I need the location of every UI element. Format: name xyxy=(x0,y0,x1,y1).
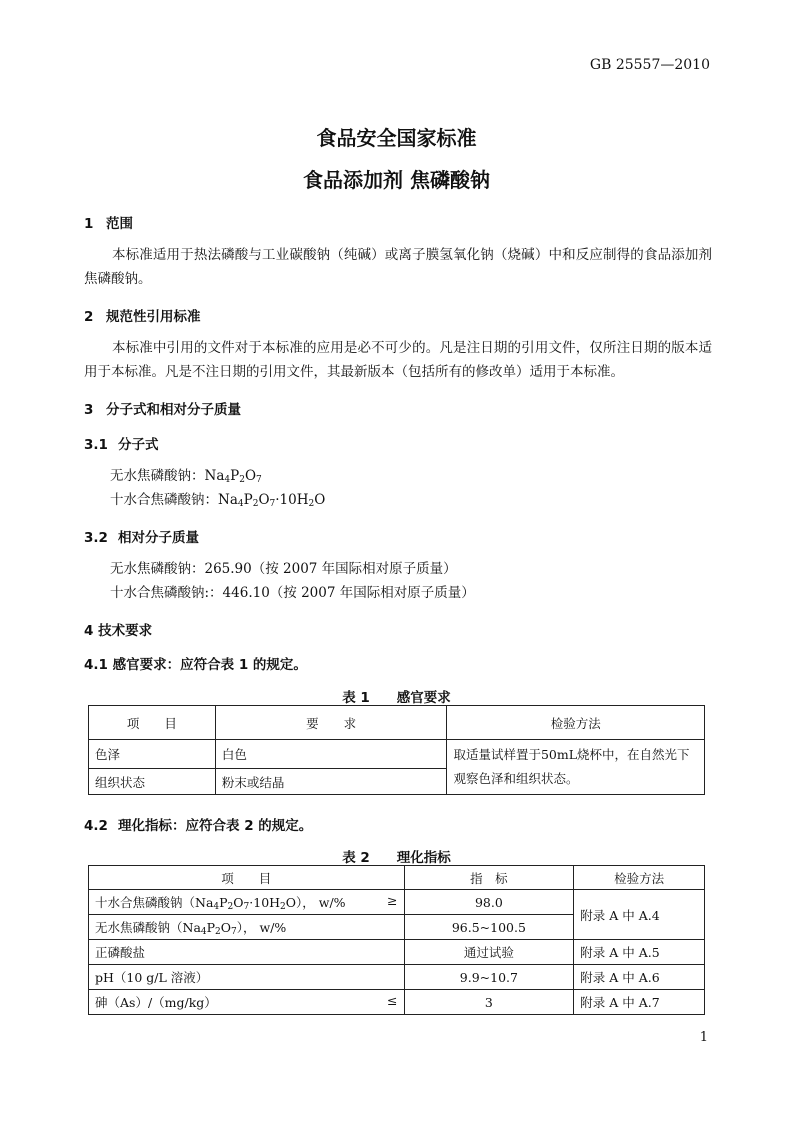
table-cell: 组织状态 xyxy=(89,769,216,795)
table-row xyxy=(89,940,705,965)
section-2-body: 本标准中引用的文件对于本标准的应用是必不可少的。凡是注日期的引用文件，仅所注日期的版本适用于本标准。凡是不注日期的引用文件，其最新版本（包括所有的修改单）适用于本标准。 xyxy=(84,340,712,380)
table-cell: 附录 A 中 A.5 xyxy=(574,940,705,965)
table-cell: 取适量试样置于50mL烧杯中，在自然光下观察色泽和组织状态。 xyxy=(447,740,705,795)
table-row xyxy=(89,990,705,1015)
table-cell: 3 xyxy=(404,990,574,1015)
standard-number: GB 25557—2010 xyxy=(589,57,710,73)
table-cell: 通过试验 xyxy=(404,940,574,965)
formula-anhydrous: 无水焦磷酸钠：$Na_4P_2O_7$ xyxy=(110,468,262,485)
table-header-cell: 检验方法 xyxy=(447,706,705,740)
table-cell: pH（10 g/L 溶液） xyxy=(89,965,405,990)
table-cell: 9.9~10.7 xyxy=(404,965,574,990)
table-cell: 砷（As）/（mg/kg） ≤ xyxy=(89,990,405,1015)
document-title: 食品安全国家标准 xyxy=(316,126,477,150)
section-2-heading: 2 规范性引用标准 xyxy=(84,309,201,325)
table-header-cell: 检验方法 xyxy=(574,866,705,890)
table-header-cell: 项 目 xyxy=(89,866,405,890)
table-header-cell: 要 求 xyxy=(215,706,447,740)
table-2 xyxy=(88,865,705,1015)
section-1-body: 本标准适用于热法磷酸与工业碳酸钠（纯碱）或离子膜氢氧化钠（烧碱）中和反应制得的食品添加剂焦磷酸钠。 xyxy=(84,247,712,287)
table-cell: 附录 A 中 A.7 xyxy=(574,990,705,1015)
table-cell: 粉末或结晶 xyxy=(215,769,447,795)
section-3-heading: 3 分子式和相对分子质量 xyxy=(84,402,241,418)
table-cell: 十水合焦磷酸钠$(Na_4P_2O_7\cdot 10H_2O)$， w/% ≥ xyxy=(89,890,405,915)
table-header-cell: 项 目 xyxy=(89,706,216,740)
formula-decahydrate: 十水合焦磷酸钠：$Na_4P_2O_7\cdot 10H_2O$ xyxy=(110,492,326,509)
table-header-row xyxy=(89,706,705,740)
table-header-cell: 指 标 xyxy=(404,866,574,890)
section-3-1-heading: 3.1 分子式 xyxy=(84,437,159,453)
section-4-2-heading: 4.2 理化指标：应符合表 2 的规定。 xyxy=(84,818,313,834)
section-1-heading: 1 范围 xyxy=(84,216,133,232)
table-row xyxy=(89,965,705,990)
table-header-row xyxy=(89,866,705,890)
table-cell: 正磷酸盐 xyxy=(89,940,405,965)
table-1-caption: 表 1 感官要求 xyxy=(342,690,451,706)
section-3-2-heading: 3.2 相对分子质量 xyxy=(84,530,199,546)
table-2-caption: 表 2 理化指标 xyxy=(342,850,451,866)
table-1 xyxy=(88,705,705,795)
section-4-heading: 4 技术要求 xyxy=(84,623,153,639)
table-row xyxy=(89,740,705,769)
document-subtitle: 食品添加剂 焦磷酸钠 xyxy=(303,168,490,192)
table-cell: 无水焦磷酸钠$(Na_4P_2O_7)$， w/% xyxy=(89,915,405,940)
section-4-1-heading: 4.1 感官要求：应符合表 1 的规定。 xyxy=(84,657,307,673)
table-cell: 附录 A 中 A.6 xyxy=(574,965,705,990)
table-cell: 96.5~100.5 xyxy=(404,915,574,940)
mass-anhydrous: 无水焦磷酸钠：265.90（按 2007 年国际相对原子质量） xyxy=(110,561,457,577)
mass-decahydrate: 十水合焦磷酸钠:：446.10（按 2007 年国际相对原子质量） xyxy=(110,585,475,601)
table-cell: 附录 A 中 A.4 xyxy=(574,890,705,940)
table-cell: 白色 xyxy=(215,740,447,769)
table-cell: 98.0 xyxy=(404,890,574,915)
page-number: 1 xyxy=(699,1030,708,1045)
table-row xyxy=(89,890,705,915)
table-cell: 色泽 xyxy=(89,740,216,769)
